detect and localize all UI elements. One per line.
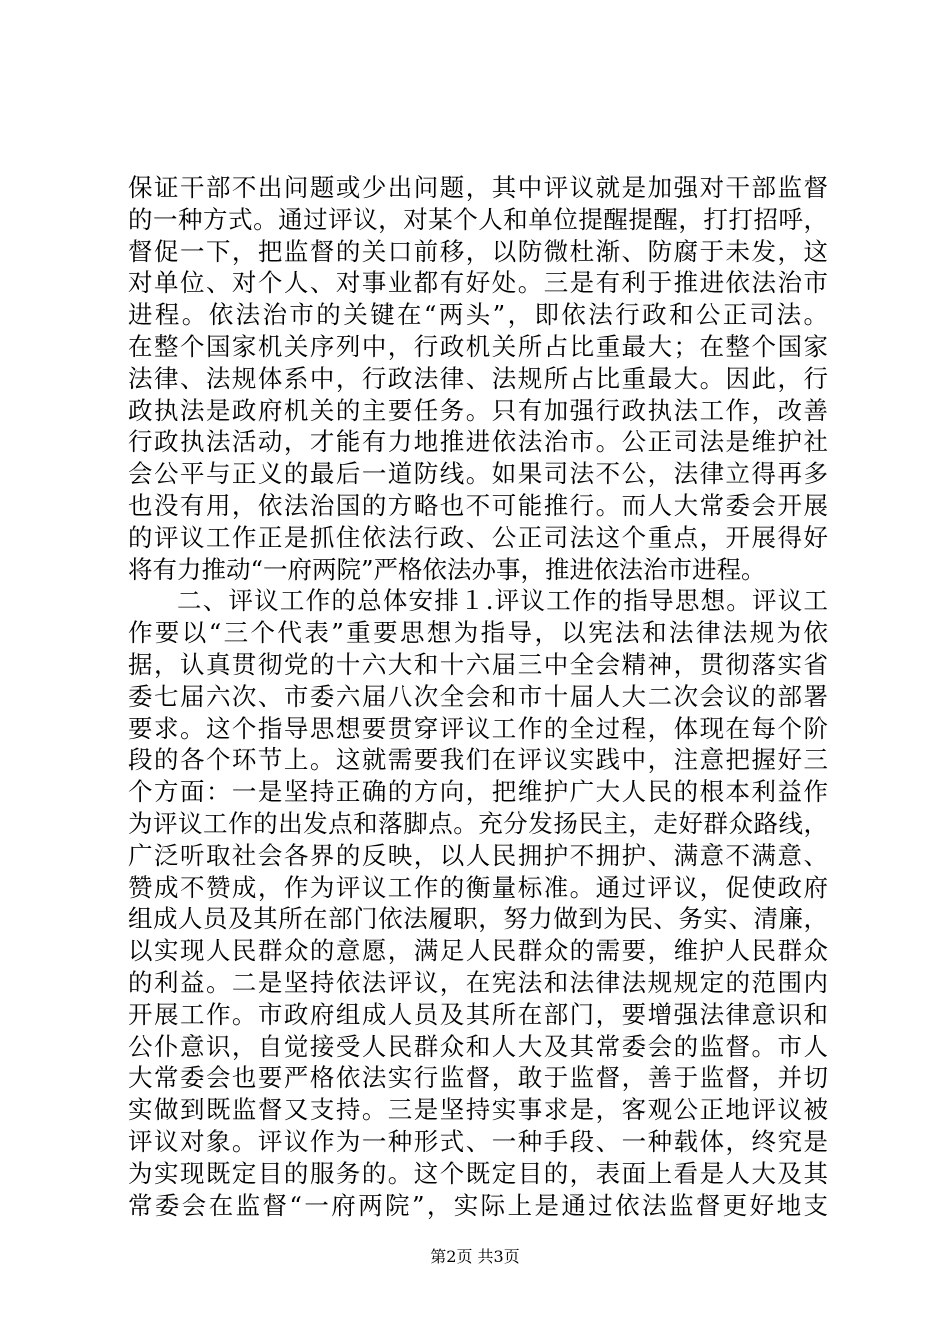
- document-body: [128, 172, 828, 1221]
- text-line: 大常委会也要严格依法实行监督，敢于监督，善于监督，并切: [128, 1063, 828, 1093]
- text-line: 为评议工作的出发点和落脚点。充分发扬民主，走好群众路线，: [128, 808, 828, 838]
- text-line: 会公平与正义的最后一道防线。如果司法不公，法律立得再多: [128, 459, 828, 489]
- text-line: 公仆意识，自觉接受人民群众和人大及其常委会的监督。市人: [128, 1031, 828, 1061]
- text-line: 也没有用，依法治国的方略也不可能推行。而人大常委会开展: [128, 490, 828, 520]
- text-line: 评议对象。评议作为一种形式、一种手段、一种载体，终究是: [128, 1126, 828, 1156]
- text-line: 在整个国家机关序列中，行政机关所占比重最大；在整个国家: [128, 331, 828, 361]
- section-heading-line: 二、评议工作的总体安排１.评议工作的指导思想。评议工: [177, 586, 828, 616]
- text-line: 的评议工作正是抓住依法行政、公正司法这个重点，开展得好: [128, 522, 828, 552]
- text-line: 的利益。二是坚持依法评议，在宪法和法律法规规定的范围内: [128, 967, 828, 997]
- text-line: 为实现既定目的服务的。这个既定目的，表面上看是人大及其: [128, 1158, 828, 1188]
- text-line: 广泛听取社会各界的反映，以人民拥护不拥护、满意不满意、: [128, 840, 828, 870]
- text-line: 将有力推动“一府两院”严格依法办事，推进依法治市进程。: [128, 554, 766, 584]
- text-line: 保证干部不出问题或少出问题，其中评议就是加强对干部监督: [128, 173, 828, 202]
- text-line: 政执法是政府机关的主要任务。只有加强行政执法工作，改善: [128, 395, 828, 425]
- text-line: 开展工作。市政府组成人员及其所在部门，要增强法律意识和: [128, 999, 828, 1029]
- text-line: 实做到既监督又支持。三是坚持实事求是，客观公正地评议被: [128, 1095, 828, 1125]
- text-line: 常委会在监督“一府两院”，实际上是通过依法监督更好地支: [128, 1190, 828, 1220]
- text-line: 作要以“三个代表”重要思想为指导，以宪法和法律法规为依: [128, 618, 828, 648]
- text-line: 以实现人民群众的意愿，满足人民群众的需要，维护人民群众: [128, 936, 828, 966]
- text-line: 据，认真贯彻党的十六大和十六届三中全会精神，贯彻落实省: [128, 649, 828, 679]
- text-line: 的一种方式。通过评议，对某个人和单位提醒提醒，打打招呼，: [128, 204, 828, 234]
- page-footer: [0, 1247, 950, 1267]
- text-line: 委七届六次、市委六届八次全会和市十届人大二次会议的部署: [128, 681, 828, 711]
- text-line: 要求。这个指导思想要贯穿评议工作的全过程，体现在每个阶: [128, 713, 828, 743]
- text-line: 段的各个环节上。这就需要我们在评议实践中，注意把握好三: [128, 745, 828, 775]
- page-number-label: 第2页 共3页: [430, 1247, 520, 1266]
- text-line: 个方面：一是坚持正确的方向，把维护广大人民的根本利益作: [128, 777, 828, 807]
- text-line: 行政执法活动，才能有力地推进依法治市。公正司法是维护社: [128, 427, 828, 457]
- text-line: 对单位、对个人、对事业都有好处。三是有利于推进依法治市: [128, 268, 828, 298]
- text-line: 进程。依法治市的关键在“两头”，即依法行政和公正司法。: [128, 300, 828, 330]
- text-line: 赞成不赞成，作为评议工作的衡量标准。通过评议，促使政府: [128, 872, 828, 902]
- text-line: 组成人员及其所在部门依法履职，努力做到为民、务实、清廉，: [128, 904, 828, 934]
- text-line: 法律、法规体系中，行政法律、法规所占比重最大。因此，行: [128, 363, 828, 393]
- text-line: 督促一下，把监督的关口前移，以防微杜渐、防腐于未发，这: [128, 236, 828, 266]
